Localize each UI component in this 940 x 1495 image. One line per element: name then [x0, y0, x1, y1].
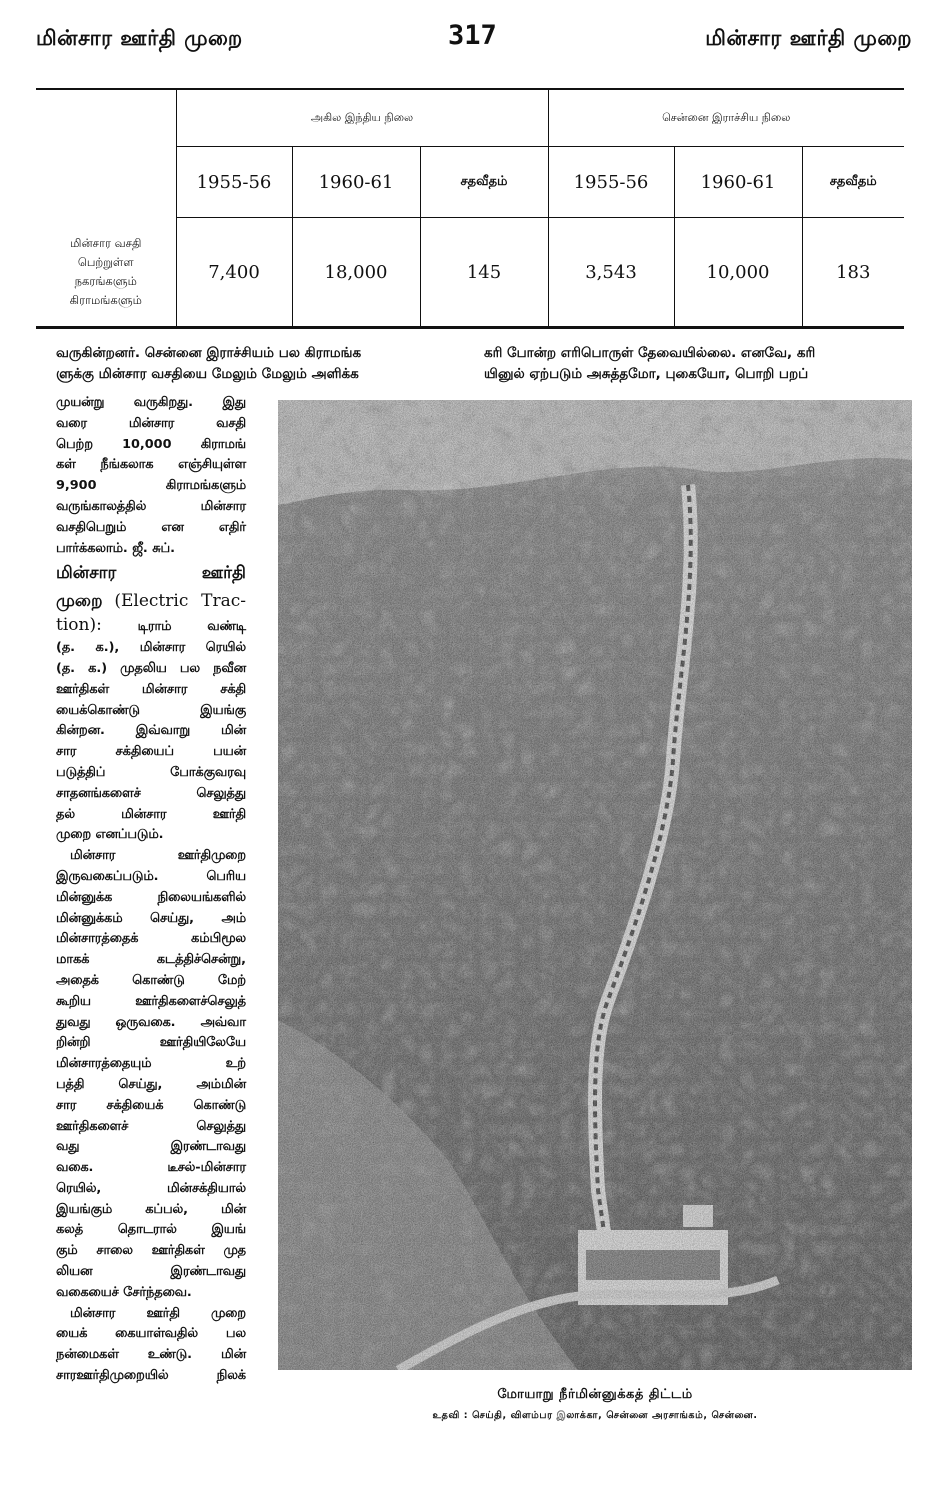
text-line: பெற்ற 10,000 கிராமங் [56, 436, 246, 452]
text-line: பார்க்கலாம். ஜீ. சுப். [56, 540, 175, 556]
text-line: சாதனங்களைச் செலுத்து [56, 785, 246, 801]
table-cell: 10,000 [674, 218, 802, 327]
article-heading [56, 559, 246, 587]
page-header [0, 18, 940, 68]
col-header-percent: சதவீதம் [420, 147, 548, 218]
text-line: கும் சாலை ஊர்திகள் முத [56, 1243, 246, 1259]
text-line: மின்னுக்கம் செய்து, அம் [56, 910, 246, 926]
table-cell: 3,543 [548, 218, 674, 327]
heading-tamil: முறை [56, 591, 103, 612]
text-line: மின்னுக்க நிலையங்களில் [56, 889, 246, 905]
heading-tamil: டிராம் வண்டி [137, 619, 246, 635]
photo-image [278, 400, 912, 1370]
text-line: மின்சாரத்தைக் கம்பிமூல [56, 931, 246, 947]
text-line: கலத் தொடரால் இயங் [56, 1222, 246, 1238]
figure-credit: உதவி : செய்தி, விளம்பர இலாக்கா, சென்னை அரசாங்கம், சென்னை. [432, 1410, 758, 1421]
paragraph [56, 393, 246, 559]
paragraph [56, 846, 246, 1304]
article-heading-continued [56, 587, 246, 638]
text-line: வருங்காலத்தில் மின்சார [56, 498, 246, 514]
text-line: வரை மின்சார வசதி [56, 415, 246, 431]
col-header-year: 1960-61 [292, 147, 420, 218]
col-header-year: 1955-56 [176, 147, 292, 218]
group-header-all-india: அகில இந்திய நிலை [176, 90, 548, 147]
row-header-line: பெற்றுள்ள [77, 254, 134, 269]
text-line: யினுல் ஏற்படும் அசுத்தமோ, புகையோ, பொறி பறப் [484, 366, 809, 382]
hydro-project-photo [278, 400, 912, 1370]
text-line: முயன்று வருகிறது. இது [56, 395, 246, 410]
text-line: 9,900 கிராமங்களும் [56, 478, 246, 494]
text-line: (த. க.) முதலிய பல நவீன [56, 660, 246, 676]
heading-english: tion): [56, 615, 102, 636]
heading-english: (Electric Trac- [114, 591, 246, 612]
text-line: வகையைச் சேர்ந்தவை. [56, 1284, 192, 1300]
text-line: படுத்திப் போக்குவரவு [56, 764, 246, 780]
table-corner [36, 90, 176, 218]
figure-caption: மோயாறு நீர்மின்னுக்கத் திட்டம் [497, 1387, 693, 1402]
col-header-year: 1955-56 [548, 147, 674, 218]
text-line: சார சக்தியைக் கொண்டு [56, 1097, 246, 1113]
text-line: றின்றி ஊர்தியிலேயே [56, 1035, 246, 1051]
heading-line [56, 615, 246, 638]
text-line: கின்றன. இவ்வாறு மின் [56, 723, 246, 739]
text-line: யைக் கையாள்வதில் பல [56, 1326, 246, 1342]
heading-line [56, 587, 246, 615]
text-top-left [56, 343, 476, 385]
row-header [36, 218, 176, 327]
text-line: (த. க.), மின்சார ரெயில் [56, 640, 246, 656]
row-header-line: மின்சார வசதி [70, 235, 142, 250]
text-line: மின்சார ஊர்தி முறை [70, 1305, 246, 1321]
left-text-column [56, 393, 246, 1387]
text-line: நன்மைகள் உண்டு. மின் [56, 1347, 246, 1363]
text-line: கரி போன்ற எரிபொருள் தேவையில்லை. எனவே, கரி [484, 345, 816, 361]
text-line: வது இரண்டாவது [56, 1139, 246, 1155]
text-line: ஊர்திகள் மின்சார சக்தி [56, 681, 246, 697]
text-line: ஊர்திகளைச் செலுத்து [56, 1118, 246, 1134]
table-cell: 7,400 [176, 218, 292, 327]
table-cell: 183 [802, 218, 904, 327]
text-line: இயங்கும் கப்பல், மின் [56, 1201, 246, 1217]
electrification-table [36, 88, 904, 329]
text-line: மின்சார ஊர்திமுறை [70, 848, 246, 864]
text-line: ரெயில், மின்சக்தியால் [56, 1180, 246, 1196]
table-cell: 18,000 [292, 218, 420, 327]
paragraph [56, 1304, 246, 1387]
text-line: சாரஊர்திமுறையில் நிலக் [56, 1368, 246, 1384]
text-line: கள் நீங்கலாக எஞ்சியுள்ள [56, 457, 246, 473]
paragraph [56, 638, 246, 846]
text-line: லியன இரண்டாவது [56, 1264, 246, 1280]
row-header-line: கிராமங்களும் [69, 292, 142, 307]
text-line: வசதிபெறும் என எதிர் [56, 519, 246, 535]
text-line: தல் மின்சார ஊர்தி [56, 806, 246, 822]
running-title-right: மின்சார ஊர்தி முறை [705, 26, 912, 50]
row-header-line: நகரங்களும் [74, 273, 137, 288]
text-line: முறை எனப்படும். [56, 827, 164, 843]
text-line: துவது ஒருவகை. அவ்வா [56, 1014, 246, 1030]
text-line: அதைக் கொண்டு மேற் [56, 972, 246, 988]
col-header-year: 1960-61 [674, 147, 802, 218]
text-line: சார சக்தியைப் பயன் [56, 744, 246, 760]
text-line: மின்சாரத்தையும் உற் [56, 1056, 246, 1072]
text-line: மாகக் கடத்திச்சென்று, [56, 952, 246, 968]
text-line: வகை. டீசல்-மின்சார [56, 1160, 246, 1176]
group-header-madras: சென்னை இராச்சிய நிலை [548, 90, 904, 147]
running-title-left: மின்சார ஊர்தி முறை [36, 26, 243, 50]
text-line: கூறிய ஊர்திகளைச்செலுத் [56, 993, 246, 1009]
text-line: ளுக்கு மின்சார வசதியை மேலும் மேலும் அளிக்க [56, 366, 359, 382]
text-line: இருவகைப்படும். பெரிய [56, 868, 246, 884]
text-line: யைக்கொண்டு இயங்கு [56, 702, 246, 718]
table-cell: 145 [420, 218, 548, 327]
heading-line: மின்சார ஊர்தி [56, 563, 246, 584]
text-line: வருகின்றனர். சென்னை இராச்சியம் பல கிராமங்க [56, 345, 362, 361]
text-line: பத்தி செய்து, அம்மின் [56, 1076, 246, 1092]
page-number: 317 [448, 20, 497, 51]
text-top-right [484, 343, 908, 385]
col-header-percent: சதவீதம் [802, 147, 904, 218]
